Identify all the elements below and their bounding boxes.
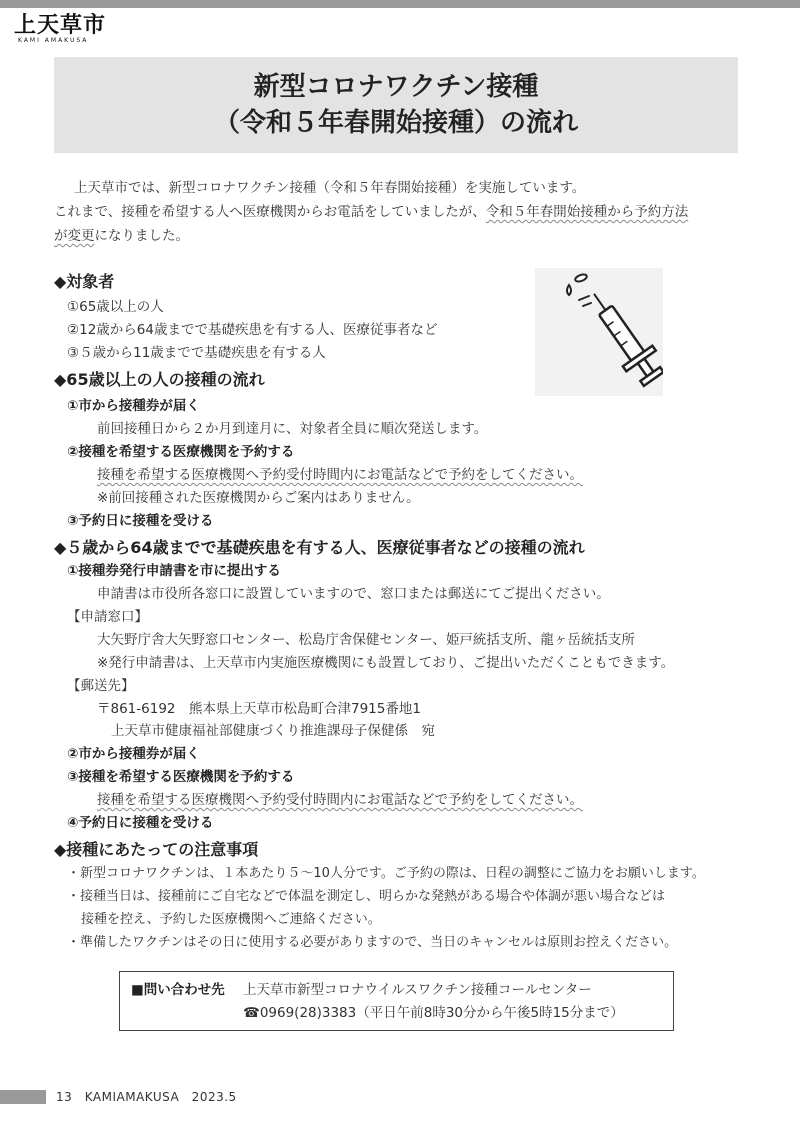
contact-name: 上天草市新型コロナウイルスワクチン接種コールセンター — [243, 982, 592, 998]
application-window-label: 【申請窓口】 — [67, 609, 148, 625]
intro-line-3-underline: が変更 — [54, 228, 95, 244]
flow5to64-step-1: ①接種券発行申請書を市に提出する — [67, 563, 281, 579]
top-bar — [0, 0, 800, 8]
mail-recipient: 上天草市健康福祉部健康づくり推進課母子保健係 宛 — [111, 723, 435, 739]
title-box — [54, 57, 738, 153]
syringe-icon — [535, 268, 663, 396]
contact-box — [119, 971, 674, 1031]
logo-subtext: KAMI AMAKUSA — [18, 37, 89, 44]
flow65-step-2-note: ※前回接種された医療機関からご案内はありません。 — [97, 490, 420, 506]
note-item-3: ・準備したワクチンはその日に使用する必要がありますので、当日のキャンセルは原則お控えください。 — [67, 935, 678, 950]
footer-bar — [0, 1090, 46, 1104]
flow5to64-step-2: ②市から接種券が届く — [67, 746, 200, 762]
targets-heading: ◆対象者 — [54, 272, 115, 291]
flow65-heading: ◆65歳以上の人の接種の流れ — [54, 370, 265, 389]
flow65-step-1: ①市から接種券が届く — [67, 398, 200, 414]
note-item-2a: ・接種当日は、接種前にご自宅などで体温を測定し、明らかな発熱がある場合や体調が悪い場合などは — [67, 889, 666, 904]
flow5to64-step-1-text: 申請書は市役所各窓口に設置していますので、窓口または郵送にてご提出ください。 — [97, 586, 610, 602]
flow5to64-heading: ◆５歳から64歳までで基礎疾患を有する人、医療従事者などの接種の流れ — [54, 538, 585, 557]
flow5to64-step-4: ④予約日に接種を受ける — [67, 815, 214, 831]
target-item-2: ②12歳から64歳までで基礎疾患を有する人、医療従事者など — [67, 322, 438, 338]
intro-line-2-underline: 令和５年春開始接種から予約方法 — [485, 204, 689, 220]
contact-phone: ☎0969(28)3383（平日午前8時30分から午後5時15分まで） — [243, 1005, 624, 1021]
application-window-text: 大矢野庁舎大矢野窓口センター、松島庁舎保健センター、姫戸統括支所、龍ヶ岳統括支所 — [97, 632, 635, 648]
footer-page-info: 13 KAMIAMAKUSA 2023.5 — [56, 1090, 237, 1104]
target-item-1: ①65歳以上の人 — [67, 299, 164, 315]
intro-line-1: 上天草市では、新型コロナワクチン接種（令和５年春開始接種）を実施しています。 — [74, 180, 586, 196]
flow65-step-2-text: 接種を希望する医療機関へ予約受付時間内にお電話などで予約をしてください。 — [97, 467, 583, 483]
note-item-1: ・新型コロナワクチンは、１本あたり５～10人分です。ご予約の際は、日程の調整にご協力をお願いします。 — [67, 866, 705, 881]
city-logo — [14, 12, 124, 46]
note-item-2b: 接種を控え、予約した医療機関へご連絡ください。 — [81, 912, 381, 927]
flow5to64-step-3: ③接種を希望する医療機関を予約する — [67, 769, 295, 785]
title-line-1: 新型コロナワクチン接種 — [253, 72, 539, 102]
notes-heading: ◆接種にあたっての注意事項 — [54, 840, 259, 859]
intro-line-3 — [54, 227, 189, 245]
intro-line-2 — [54, 203, 688, 221]
title-line-2: （令和５年春開始接種）の流れ — [213, 108, 578, 138]
flow65-step-1-text: 前回接種日から２か月到達月に、対象者全員に順次発送します。 — [97, 421, 488, 437]
target-item-3: ③５歳から11歳までで基礎疾患を有する人 — [67, 345, 326, 361]
mail-label: 【郵送先】 — [67, 678, 135, 694]
logo-text: 上天草市 — [14, 12, 107, 38]
flow65-step-3: ③予約日に接種を受ける — [67, 513, 214, 529]
application-window-note: ※発行申請書は、上天草市内実施医療機関にも設置しており、ご提出いただくこともできます。 — [97, 655, 675, 671]
intro-line-3-plain: になりました。 — [94, 228, 189, 244]
flow65-step-2: ②接種を希望する医療機関を予約する — [67, 444, 295, 460]
flow5to64-step-3-text: 接種を希望する医療機関へ予約受付時間内にお電話などで予約をしてください。 — [97, 792, 583, 808]
contact-label: ■問い合わせ先 — [131, 982, 225, 998]
intro-line-2-plain: これまで、接種を希望する人へ医療機関からお電話をしていましたが、 — [54, 204, 486, 220]
mail-address: 〒861-6192 熊本県上天草市松島町合津7915番地1 — [97, 701, 421, 717]
